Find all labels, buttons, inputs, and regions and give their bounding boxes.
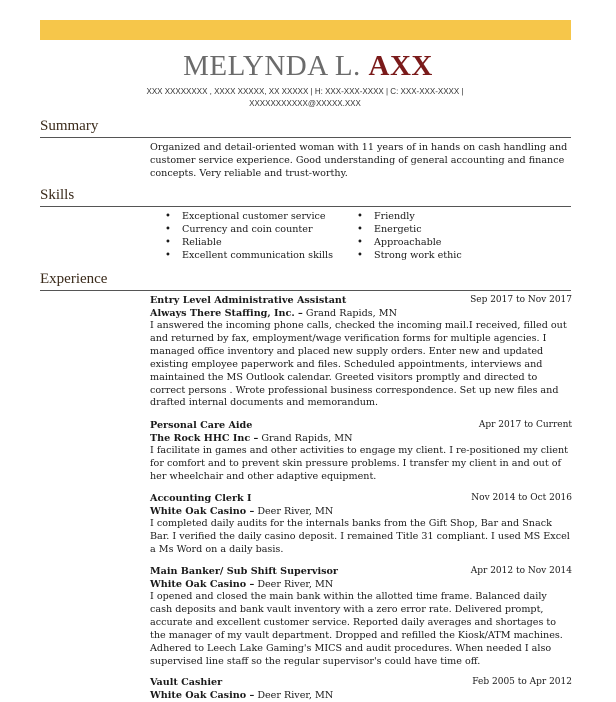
skill-item: • Approachable (357, 236, 462, 249)
job-company: White Oak Casino – (150, 506, 255, 517)
job-title: Entry Level Administrative Assistant (150, 295, 347, 306)
header-accent-bar (40, 20, 571, 40)
skill-item: • Excellent communication skills (165, 249, 357, 262)
candidate-name (0, 50, 616, 83)
contact-line-1: XXX XXXXXXXX , XXXX XXXXX, XX XXXXX | H: XXX-XXX-XXXX | C: XXX-XXX-XXXX | (146, 87, 464, 96)
last-name: AXX (368, 50, 433, 82)
experience-heading: Experience (40, 271, 108, 287)
job-entry (150, 419, 572, 484)
job-entry (150, 565, 572, 668)
job-location: Deer River, MN (257, 579, 334, 590)
job-title: Personal Care Aide (150, 420, 253, 431)
experience-divider (40, 290, 571, 291)
job-company: White Oak Casino – (150, 690, 255, 701)
skill-item: • Exceptional customer service (165, 210, 357, 223)
skills-list (165, 210, 462, 262)
job-company: White Oak Casino – (150, 579, 255, 590)
skills-divider (40, 206, 571, 207)
job-dates: Apr 2017 to Current (478, 420, 572, 430)
job-location: Grand Rapids, MN (261, 433, 353, 444)
job-description: I facilitate in games and other activities to engage my client. I re-positioned my client for comfort and to prevent skin pressure problems. I transfer my client in and out of her wheelchair and other adaptive equipment. (150, 445, 568, 482)
job-location: Deer River, MN (257, 690, 334, 701)
job-location: Deer River, MN (257, 506, 334, 517)
summary-text: Organized and detail-oriented woman with 11 years of in hands on cash handling and customer service experience. Good understanding of general accounting and finance concepts. Very reliable and trust-worthy. (150, 142, 568, 180)
contact-info (100, 86, 510, 110)
skills-column-1 (165, 210, 357, 262)
skill-item: • Reliable (165, 236, 357, 249)
job-location: Grand Rapids, MN (305, 308, 398, 319)
skill-item: • Currency and coin counter (165, 223, 357, 236)
skill-item: • Friendly (357, 210, 462, 223)
skills-heading: Skills (40, 187, 75, 203)
job-title: Vault Cashier (150, 677, 223, 688)
job-title: Accounting Clerk I (150, 493, 252, 504)
job-company: The Rock HHC Inc – (150, 433, 259, 444)
job-company: Always There Staffing, Inc. – (150, 308, 303, 319)
skills-column-2 (357, 210, 462, 262)
job-entry (150, 676, 572, 702)
job-entry (150, 492, 572, 557)
contact-line-2: XXXXXXXXXXX@XXXXX.XXX (249, 99, 361, 108)
skill-item: • Energetic (357, 223, 462, 236)
job-dates: Apr 2012 to Nov 2014 (470, 566, 572, 576)
job-dates: Sep 2017 to Nov 2017 (470, 295, 572, 305)
job-description: I answered the incoming phone calls, checked the incoming mail.I received, filled out and returned by fax, employment/wage verification forms for multiple agencies. I managed office inventory and placed new supply orders. Enter new and updated existing employee paperwork and files. Scheduled appointments, interviews and maintained the MS Outlook calendar. Greeted visitors promptly and directed to correct persons . Wrote professional business correspondence. Set up new files and drafted internal documents and memorandum. (150, 320, 567, 409)
job-dates: Nov 2014 to Oct 2016 (471, 493, 572, 503)
job-entry (150, 294, 572, 410)
first-name: MELYNDA L. (183, 50, 361, 82)
job-description: I completed daily audits for the internals banks from the Gift Shop, Bar and Snack Bar. I verified the daily casino deposit. I remained Title 31 compliant. I used MS Excel a Ms Word on a daily basis. (150, 518, 570, 555)
skill-item: • Strong work ethic (357, 249, 462, 262)
summary-heading: Summary (40, 118, 99, 134)
job-dates: Feb 2005 to Apr 2012 (472, 677, 572, 687)
summary-divider (40, 137, 571, 138)
job-description: I opened and closed the main bank within the allotted time frame. Balanced daily cash deposits and bank vault inventory with a zero error rate. Delivered prompt, accurate and excellent customer service. Reported daily averages and shortages to the manager of my vault department. Dropped and refilled the Kiosk/ATM machines. Adhered to Leech Lake Gaming's MICS and audit procedures. When needed I also supervised line staff so the regular supervisor's could have time off. (150, 591, 563, 667)
job-title: Main Banker/ Sub Shift Supervisor (150, 566, 338, 577)
